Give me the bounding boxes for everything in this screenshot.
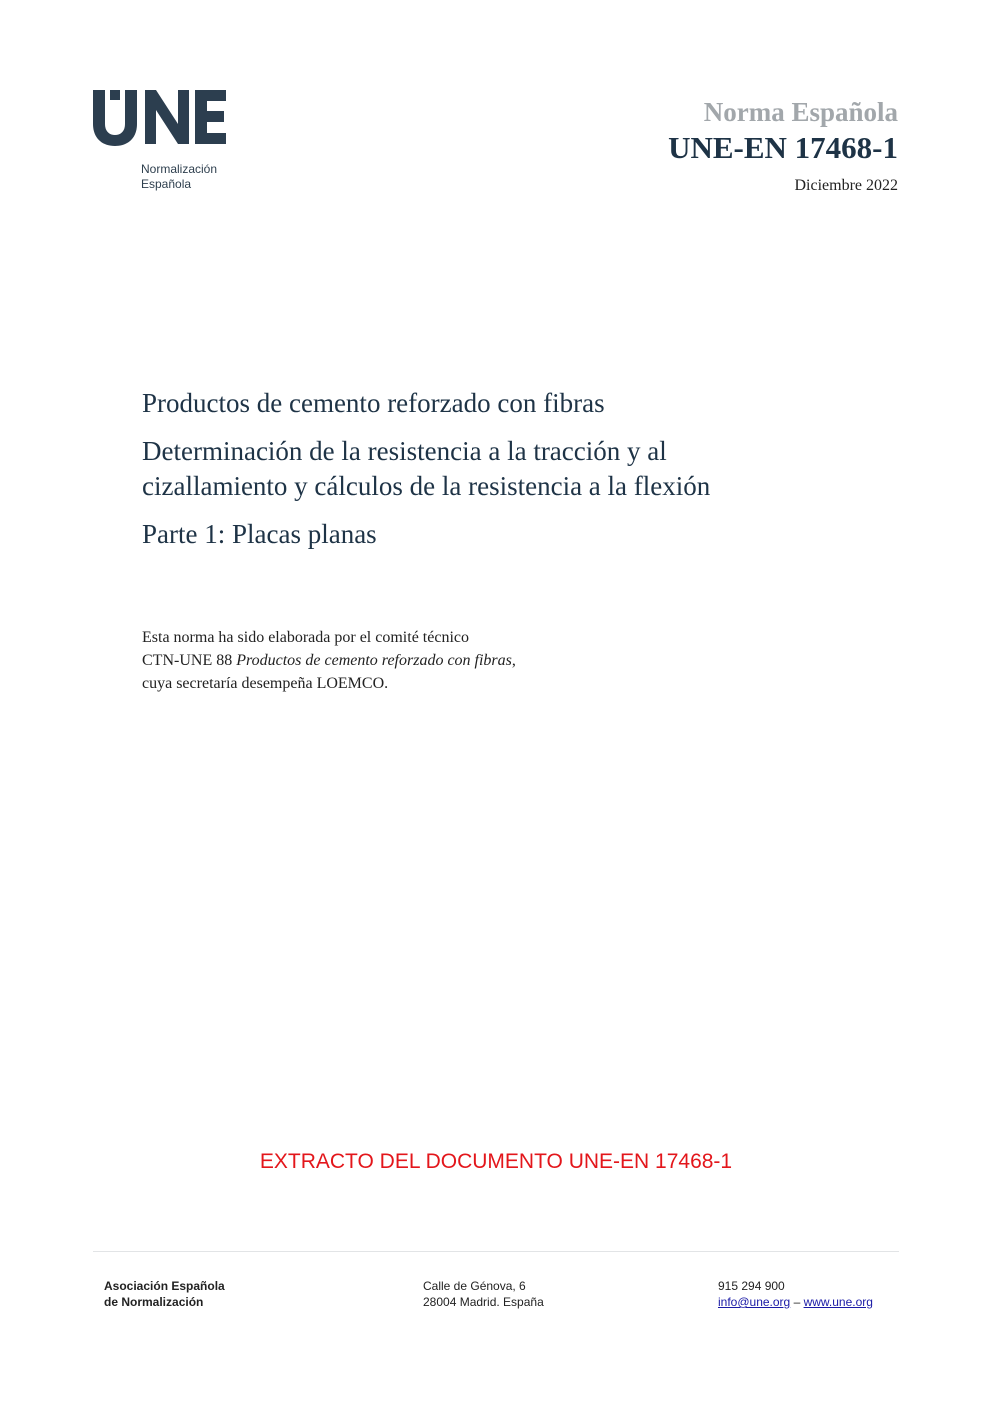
une-logo-mark: [93, 88, 228, 146]
footer-contact: [718, 1278, 873, 1310]
title-line-2: Determinación de la resistencia a la tracción y al: [142, 436, 667, 466]
title-line-3: cizallamiento y cálculos de la resistencia a la flexión: [142, 471, 711, 501]
committee-line-3: cuya secretaría desempeña LOEMCO.: [142, 675, 389, 692]
document-title: [142, 386, 862, 565]
extract-notice: EXTRACTO DEL DOCUMENTO UNE-EN 17468-1: [259, 1150, 733, 1173]
standard-header: [668, 95, 898, 195]
footer-org-line2: de Normalización: [104, 1295, 204, 1309]
website-link[interactable]: www.une.org: [803, 1295, 873, 1309]
footer-address-line2: 28004 Madrid. España: [423, 1295, 544, 1309]
footer-phone: 915 294 900: [718, 1279, 785, 1293]
title-subtitle: [142, 434, 862, 504]
norma-code: UNE-EN 17468-1: [668, 130, 898, 165]
title-line-1: Productos de cemento reforzado con fibras: [142, 388, 605, 418]
footer-links: [718, 1294, 873, 1310]
norma-label: Norma Española: [703, 97, 898, 127]
footer-divider: [93, 1251, 899, 1252]
logo-caption-line1: Normalización: [141, 162, 218, 176]
title-line-4: Parte 1: Placas planas: [142, 519, 377, 549]
footer-address: [423, 1278, 544, 1310]
link-separator: –: [790, 1295, 804, 1309]
committee-name: Productos de cemento reforzado con fibras: [236, 652, 512, 669]
committee-line-1: Esta norma ha sido elaborada por el comité técnico: [142, 629, 469, 646]
footer-organization: [104, 1278, 225, 1310]
une-logo: [93, 88, 253, 192]
logo-caption: [141, 162, 253, 192]
footer-address-line1: Calle de Génova, 6: [423, 1279, 526, 1293]
logo-caption-line2: Española: [141, 177, 192, 191]
email-link[interactable]: info@une.org: [718, 1295, 791, 1309]
committee-note: [142, 626, 516, 695]
footer-org-line1: Asociación Española: [104, 1279, 225, 1293]
publication-date: Diciembre 2022: [794, 177, 898, 194]
committee-comma: ,: [511, 652, 516, 669]
committee-code: CTN-UNE 88: [142, 652, 237, 669]
committee-line-2: [142, 649, 516, 672]
